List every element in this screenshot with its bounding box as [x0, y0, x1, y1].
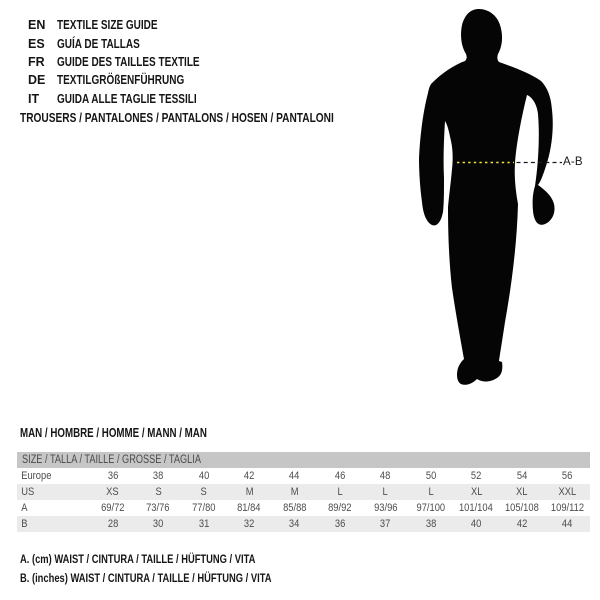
measure-label: A-B	[563, 156, 583, 168]
size-cell: 34	[289, 518, 300, 530]
language-code: ES	[28, 36, 45, 51]
row-label: US	[21, 486, 35, 498]
language-row	[28, 34, 235, 52]
language-label: GUÍA DE TALLAS	[57, 36, 140, 51]
size-table-header-label: SIZE / TALLA / TAILLE / GRÖSSE / TAGLIA	[22, 454, 201, 466]
table-row	[17, 484, 590, 500]
size-cell: XL	[470, 486, 483, 498]
size-cell: 44	[562, 518, 573, 530]
footnotes	[20, 550, 342, 588]
table-row	[17, 500, 590, 516]
size-cell: M	[290, 486, 299, 498]
language-code: EN	[28, 18, 46, 33]
size-cell: 81/84	[237, 502, 261, 514]
man-silhouette	[419, 9, 555, 385]
man-silhouette-figure	[405, 5, 570, 395]
size-cell: 28	[107, 518, 118, 530]
size-cell: 36	[334, 518, 346, 530]
size-cell: 48	[380, 470, 391, 482]
language-row	[28, 16, 235, 34]
size-cell: 105/108	[504, 502, 539, 514]
size-table-rows	[17, 468, 590, 532]
size-cell: 37	[380, 518, 391, 530]
table-row	[17, 516, 590, 532]
language-list	[28, 16, 235, 108]
size-cell: 101/104	[459, 502, 494, 514]
language-label: GUIDA ALLE TAGLIE TESSILI	[57, 91, 197, 106]
table-row	[17, 468, 590, 484]
size-cell: XL	[516, 486, 528, 498]
size-cell: XXL	[558, 486, 577, 498]
size-cell: L	[337, 486, 343, 498]
note-waist-cm: A. (cm) WAIST / CINTURA / TAILLE / HÜFTUNG / VITA	[20, 552, 256, 566]
size-cell: 38	[152, 470, 164, 482]
size-cell: M	[245, 486, 253, 498]
size-cell: 40	[198, 470, 209, 482]
size-cell: 30	[152, 518, 164, 530]
section-title: MAN / HOMBRE / HOMME / MANN / MAN	[20, 426, 207, 440]
size-cell: 31	[198, 518, 209, 530]
size-cell: 85/88	[282, 502, 307, 514]
size-cell: L	[382, 486, 389, 498]
size-cell: 52	[471, 470, 482, 482]
size-cell: 50	[425, 470, 437, 482]
size-cell: 56	[562, 470, 573, 482]
size-cell: 77/80	[191, 502, 216, 514]
size-cell: 40	[471, 518, 482, 530]
size-cell: L	[428, 486, 434, 498]
language-row	[28, 53, 235, 71]
language-code: IT	[28, 91, 40, 106]
language-label: TEXTILE SIZE GUIDE	[57, 18, 158, 33]
size-table-header	[17, 452, 590, 468]
size-table	[17, 452, 590, 532]
size-cell: 32	[243, 518, 255, 530]
size-cell: XS	[106, 486, 119, 498]
language-code: DE	[28, 73, 46, 88]
size-cell: S	[200, 486, 207, 498]
note-waist-inches: B. (inches) WAIST / CINTURA / TAILLE / HÜFTUNG / VITA	[20, 571, 272, 585]
size-cell: 97/100	[416, 502, 446, 514]
size-cell: S	[155, 486, 162, 498]
product-title: TROUSERS / PANTALONES / PANTALONS / HOSEN / PANTALONI	[20, 110, 334, 125]
size-cell: 46	[334, 470, 346, 482]
size-cell: 54	[516, 470, 528, 482]
language-row	[28, 71, 235, 89]
size-cell: 109/112	[550, 502, 584, 514]
language-row	[28, 90, 235, 108]
size-cell: 36	[107, 470, 118, 482]
row-label: A	[21, 502, 28, 514]
language-label: TEXTILGRÖßENFÜHRUNG	[57, 73, 185, 88]
row-label: Europe	[21, 470, 52, 482]
size-cell: 69/72	[101, 502, 125, 514]
row-label: B	[21, 518, 28, 530]
language-code: FR	[28, 54, 45, 69]
language-label: GUIDE DES TAILLES TEXTILE	[57, 54, 200, 69]
size-cell: 42	[516, 518, 528, 530]
size-cell: 73/76	[146, 502, 170, 514]
size-cell: 44	[289, 470, 300, 482]
size-cell: 93/96	[373, 502, 398, 514]
size-cell: 38	[425, 518, 437, 530]
size-cell: 89/92	[328, 502, 352, 514]
size-cell: 42	[243, 470, 255, 482]
